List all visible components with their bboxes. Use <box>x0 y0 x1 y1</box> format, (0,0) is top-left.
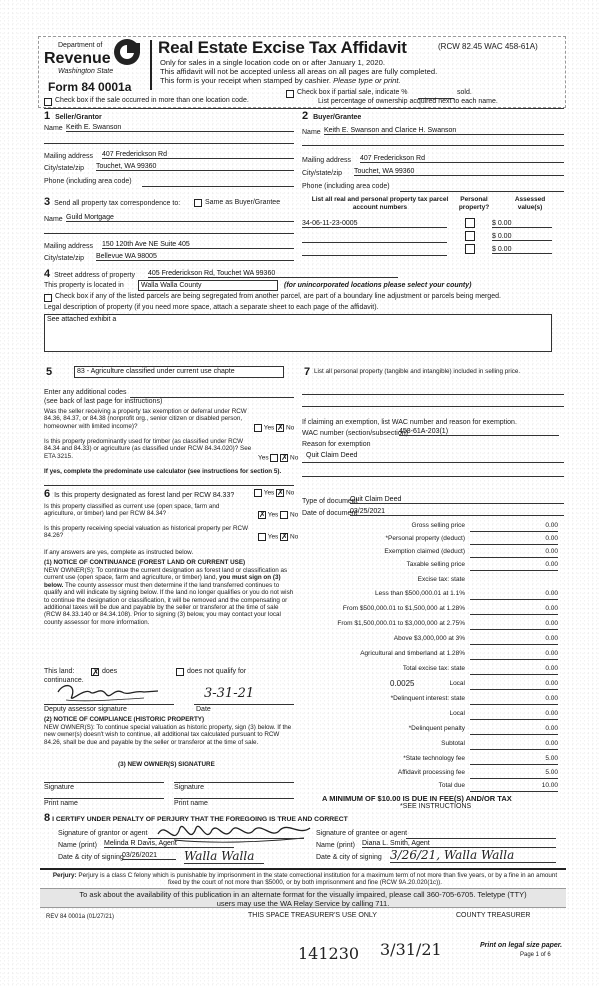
assessor-date-line <box>194 704 294 705</box>
does-not-label: does not qualify for <box>187 668 247 675</box>
parcel-value-1[interactable]: $ 0.00 <box>492 220 552 228</box>
fee-label-tier3: From $1,500,000.01 to $3,000,000 at 2.75% <box>337 620 465 627</box>
seller-name-line-2 <box>44 143 294 144</box>
new-owner-signatures <box>44 780 304 808</box>
grantor-name-field[interactable]: Melinda R Davis, Agent <box>104 840 234 848</box>
parcel-number-2[interactable] <box>302 233 447 243</box>
use-code-select[interactable]: 83 - Agriculture classified under current use chapte <box>74 366 284 378</box>
fee-row-interest-state <box>310 695 560 707</box>
seller-mailing-field[interactable]: 407 Frederickson Rd <box>102 151 294 159</box>
property-street-field[interactable]: 405 Frederickson Rd, Touchet WA 99360 <box>148 270 398 278</box>
s5-q2-yes-checkbox[interactable] <box>270 454 278 462</box>
section6 <box>44 488 302 778</box>
fee-label-tier1: Less than $500,000.01 at 1.1% <box>375 590 465 597</box>
s6-q1-options <box>254 489 294 497</box>
grantee-name-label: Name (print) <box>316 842 355 849</box>
s6-q3-yes-checkbox[interactable] <box>258 533 266 541</box>
header-bottom-rule <box>44 108 564 109</box>
same-as-buyer-checkbox[interactable] <box>194 199 202 207</box>
fee-label-tier4: Above $3,000,000 at 3% <box>393 635 465 642</box>
fee-value-personal[interactable]: 0.00 <box>470 535 558 545</box>
footer-top-rule <box>40 868 566 870</box>
s5-q2-options <box>258 454 298 462</box>
doc-date-row <box>302 508 564 520</box>
notice2-body: NEW OWNER(S): To continue special valuation as historic property, sign (3) below. If the new owner(s) doesn't wish to continue, all additional tax calculated pursuant to RCW 84.26, shall be due and payable by the seller or transferor at the time of sale. <box>44 724 292 746</box>
fee-label-gross: Gross selling price <box>411 522 465 529</box>
fee-row-penalty <box>310 725 560 737</box>
grantor-name-label: Name (print) <box>58 842 97 849</box>
fee-row-tech <box>310 755 560 767</box>
s6-q3-options <box>258 533 298 541</box>
seller-section <box>44 110 294 190</box>
header-divider <box>150 40 152 90</box>
s6-q2-options <box>258 511 298 519</box>
fee-row-subtotal <box>310 740 560 752</box>
legal-description-label: Legal description of property (if you need more space, attach a separate sheet to each page of the affidavit). <box>44 304 379 311</box>
dept-logo <box>114 39 140 65</box>
buyer-phone-label: Phone (including area code) <box>302 183 390 190</box>
buyer-city-label: City/state/zip <box>302 170 343 177</box>
fee-value-gross[interactable]: 0.00 <box>470 522 558 532</box>
new-owner-print-line-2 <box>174 798 294 799</box>
minimum-note: A MINIMUM OF $10.00 IS DUE IN FEE(S) AND/OR TAX <box>322 794 512 803</box>
fee-row-gross <box>310 522 560 534</box>
new-owner-print-line-1 <box>44 798 164 799</box>
fee-value-taxable[interactable]: 0.00 <box>470 561 558 571</box>
s5-q2-yes-label: Yes <box>258 454 269 462</box>
buyer-mailing-label: Mailing address <box>302 157 352 164</box>
property-section <box>44 268 564 358</box>
assessor-signature <box>54 678 164 706</box>
doc-date-label: Date of document <box>302 510 358 517</box>
s5-q2-no-label: No <box>290 454 299 462</box>
fee-row-taxable <box>310 561 560 573</box>
does-label: does <box>102 668 118 675</box>
note-2: This affidavit will not be accepted unless all areas on all pages are fully completed. <box>160 67 438 76</box>
fee-row-exemption <box>310 548 560 560</box>
s6-q1-yes-label: Yes <box>263 489 275 497</box>
seller-section-title: Seller/Grantor <box>55 114 102 121</box>
fee-value-tech[interactable]: 5.00 <box>470 755 558 765</box>
additional-codes-note: (see back of last page for instructions) <box>44 398 163 405</box>
new-owner-sig-line-2 <box>174 782 294 783</box>
fee-label-total-state: Total excise tax: state <box>402 665 465 672</box>
new-owner-sig-label-1: Signature <box>44 784 74 791</box>
legal-description-text: See attached exhibit a <box>47 316 117 323</box>
buyer-name-label: Name <box>302 129 321 136</box>
fee-value-total-state[interactable]: 0.00 <box>470 665 558 675</box>
fee-row-agri <box>310 650 560 662</box>
notice1-bold: you must sign on (3) below. <box>44 574 281 589</box>
fee-row-processing <box>310 769 560 781</box>
grantor-sig-label: Signature of grantor or agent <box>58 830 148 837</box>
segregated-label: Check box if any of the listed parcels are being segregated from another parcel, are part of a boundary line adjustment or parcels being merged. <box>55 293 501 300</box>
s6-question-1: Is this property designated as forest land per RCW 84.33? <box>54 492 235 499</box>
does-checkbox[interactable]: ✗ <box>92 667 100 677</box>
perjury-block <box>48 872 562 887</box>
property-county-select[interactable]: Walla Walla County <box>138 280 278 291</box>
fee-value-tier3[interactable]: 0.00 <box>470 620 558 630</box>
availability-text: To ask about the availability of this publication in an alternate format for the visually impaired, please call 360-705-6705. Teletype (TTY) users may use the WA Relay Service by calling 711. <box>79 890 527 908</box>
legal-paper-note: Print on legal size paper. <box>480 942 563 949</box>
reason-line-2 <box>302 476 564 477</box>
s7-line-2 <box>302 406 564 407</box>
multi-location-checkbox[interactable] <box>44 98 52 106</box>
s5-q2-note: If yes, complete the predominate use calculator (see instructions for section 5). <box>44 468 282 475</box>
fee-value-local[interactable]: 0.00 <box>470 680 558 690</box>
correspondence-name-field[interactable]: Guild Mortgage <box>66 214 294 222</box>
certify-statement: I CERTIFY UNDER PENALTY OF PERJURY THAT THE FOREGOING IS TRUE AND CORRECT <box>52 816 348 823</box>
rev-code: REV 84 0001a (01/27/21) <box>46 914 115 920</box>
correspondence-section <box>44 196 294 268</box>
section7 <box>302 366 564 506</box>
assessor-sig-label: Deputy assessor signature <box>44 706 127 713</box>
section6-num: 6 <box>44 488 51 500</box>
s6-q3-no-label: No <box>289 533 299 541</box>
fee-value-subtotal[interactable]: 0.00 <box>470 740 558 750</box>
s5-q1-no-checkbox[interactable]: ✗ <box>277 423 284 432</box>
correspondence-name-label: Name <box>44 216 63 223</box>
correspondence-mailing-field[interactable]: 150 120th Ave NE Suite 405 <box>102 241 294 249</box>
section5 <box>44 366 302 490</box>
new-owner-sig-title: (3) NEW OWNER(S) SIGNATURE <box>118 761 215 768</box>
same-as-buyer-label: Same as Buyer/Grantee <box>205 199 281 206</box>
fee-row-excise-header <box>310 576 560 588</box>
buyer-city-field[interactable]: Touchet, WA 99360 <box>354 168 564 176</box>
parcel-personal-checkbox-2[interactable] <box>465 231 475 241</box>
seller-phone-line <box>142 186 294 187</box>
correspondence-section-num: 3 <box>44 196 51 208</box>
partial-sale-label: Check box if partial sale, indicate % <box>297 89 408 96</box>
note-3-text: This form is your receipt when stamped by cashier. <box>160 76 331 85</box>
correspondence-heading <box>44 196 180 208</box>
assessor-date-label: Date <box>196 706 211 713</box>
grantor-date-label: Date & city of signing <box>58 854 124 861</box>
parcels-section <box>302 196 564 266</box>
grantee-date-label: Date & city of signing <box>316 854 382 861</box>
see-instructions: *SEE INSTRUCTIONS <box>400 803 472 810</box>
property-located-label: This property is located in <box>44 282 124 289</box>
partial-sale-suffix: sold. <box>457 89 472 96</box>
fee-label-interest-state: *Delinquent interest: state <box>390 695 465 702</box>
reason-label: Reason for exemption <box>302 441 371 448</box>
s6-q1-no-label: No <box>285 489 295 497</box>
fee-label-tech: *State technology fee <box>403 755 465 762</box>
s7-line-1 <box>302 394 564 395</box>
notice1-title: (1) NOTICE OF CONTINUANCE (FOREST LAND OR CURRENT USE) <box>44 559 246 566</box>
continuance-label: continuance. <box>44 677 84 684</box>
fee-row-local <box>310 680 560 692</box>
buyer-section <box>302 110 564 195</box>
segregated-checkbox[interactable] <box>44 294 52 302</box>
correspondence-mailing-label: Mailing address <box>44 243 94 250</box>
fee-label-tier2: From $500,000.01 to $1,500,000 at 1.28% <box>342 605 465 612</box>
reason-field[interactable]: Quit Claim Deed <box>306 452 358 459</box>
unincorporated-note: (for unincorporated locations please select your county) <box>284 282 472 289</box>
fee-value-tier1[interactable]: 0.00 <box>470 590 558 600</box>
parcel-number-1[interactable]: 34-06-11-23-0005 <box>302 220 447 228</box>
fee-label-exemption: Exemption claimed (deduct) <box>384 548 465 555</box>
fee-label-interest-local: Local <box>449 710 465 717</box>
buyer-phone-line <box>400 191 564 192</box>
buyer-name-line-2 <box>302 145 564 146</box>
property-street-row <box>44 268 135 280</box>
fee-row-tier4 <box>310 635 560 647</box>
perjury-text: Perjury is a class C felony which is punishable by imprisonment in the state correctional institution for a maximum term of not more than five years, or by a fine in an amount fixed by the court of not more than $5000, or by both imprisonment and fine (RCW 9A.20.020(1c)). <box>78 872 558 887</box>
s6-question-3: Is this property receiving special valuation as historical property per RCW 84.26? <box>44 525 249 540</box>
fee-value-interest-state[interactable]: 0.00 <box>470 695 558 705</box>
header <box>0 0 600 110</box>
notice1-body-b: The county assessor must then determine if the land transferred continues to qualify and will indicate by signing below. If the land no longer qualifies or you do not wish to continue the designation or classification, it will be removed and the compensating or additional taxes will be due and payable by the seller or transferor at the time of sale (RCW 84.33.140 or 84.34.108). Prior to signing (3) below, you may contact your local county assessor for more information. <box>44 581 294 626</box>
partial-sale-checkbox[interactable] <box>286 90 294 98</box>
notice1-body-a: NEW OWNER(S): To continue the current designation as forest land or classification as current use (open space, farm and agriculture, or timber) land, <box>44 567 288 582</box>
s6-q2-no-label: No <box>289 511 299 519</box>
s6-q1-row <box>44 488 234 500</box>
seller-city-label: City/state/zip <box>44 165 85 172</box>
fee-label-local: Local <box>449 680 465 687</box>
buyer-section-title: Buyer/Grantee <box>313 114 362 121</box>
fee-row-total-due <box>310 782 560 794</box>
s6-q1-yes-checkbox[interactable] <box>254 489 262 497</box>
s5-q2-no-checkbox[interactable]: ✗ <box>281 453 288 462</box>
s5-question-2: Is this property predominantly used for timber (as classified under RCW 84.34 and 84.33) or agriculture (as classified under RCW 84.34.020)? See ETA 3215. <box>44 438 252 460</box>
section5-bottom-line <box>44 485 294 486</box>
s6-q2-no-checkbox[interactable] <box>280 511 288 519</box>
section7-label: List all personal property (tangible and intangible) included in selling price. <box>314 368 521 375</box>
dept-state: Washington State <box>58 68 114 75</box>
section8-num: 8 <box>44 812 51 824</box>
parcel-number-3[interactable] <box>302 246 447 256</box>
fee-row-interest-local <box>310 710 560 722</box>
assessor-sig-line <box>44 704 174 705</box>
fee-row-personal <box>310 535 560 547</box>
perjury-title: Perjury: <box>52 872 77 879</box>
dept-name: Revenue <box>44 50 111 67</box>
form-number: Form 84 0001a <box>48 80 132 94</box>
fee-label-taxable: Taxable selling price <box>406 561 465 568</box>
wac-label: WAC number (section/subsection) <box>302 430 408 437</box>
legal-description-field[interactable] <box>44 314 552 352</box>
doc-type-label: Type of document <box>302 498 358 505</box>
fee-label-processing: Affidavit processing fee <box>397 769 465 776</box>
section5-num: 5 <box>46 366 53 378</box>
fee-value-agri[interactable]: 0.00 <box>470 650 558 660</box>
wac-field[interactable]: 458-61A-203(1) <box>399 428 559 436</box>
buyer-section-num: 2 <box>302 110 309 122</box>
grantee-name-field[interactable]: Diana L. Smith, Agent <box>362 840 556 848</box>
grantor-date-field[interactable]: 03/26/2021 <box>122 852 176 860</box>
s6-q1-no-checkbox[interactable]: ✗ <box>277 488 284 497</box>
correspondence-city-field[interactable]: Bellevue WA 98005 <box>96 253 294 261</box>
new-owner-sig-label-2: Signature <box>174 784 204 791</box>
seller-heading <box>44 110 102 122</box>
fee-value-total-due[interactable]: 10.00 <box>470 782 558 792</box>
this-land-label: This land: <box>44 668 75 675</box>
buyer-heading <box>302 110 361 122</box>
new-owner-sig-line-1 <box>44 782 164 783</box>
property-street-label: Street address of property <box>54 272 136 279</box>
note-3 <box>160 76 401 85</box>
section7-num: 7 <box>304 366 311 378</box>
doc-date-field[interactable]: 03/25/2021 <box>350 508 564 516</box>
s6-q2-yes-checkbox[interactable]: ✗ <box>259 510 266 519</box>
grantee-date-city-field[interactable]: 3/26/21, Walla Walla <box>390 848 556 863</box>
s5-q1-no-label: No <box>285 424 295 432</box>
seller-phone-label: Phone (including area code) <box>44 178 132 185</box>
correspondence-label: Send all property tax correspondence to: <box>54 200 181 207</box>
fee-row-tier1 <box>310 590 560 602</box>
availability-banner <box>40 888 566 908</box>
parcels-header-list: List all real and personal property tax parcel account numbers <box>311 196 449 211</box>
grantee-sig-label: Signature of grantee or agent <box>316 830 408 837</box>
notice1-body <box>44 567 296 626</box>
fee-row-total-state <box>310 665 560 677</box>
seller-city-field[interactable]: Touchet, WA 99360 <box>96 163 294 171</box>
note-3-italic: Please type or print. <box>333 76 401 85</box>
receipt-date: 3/31/21 <box>380 940 442 959</box>
form-citation: (RCW 82.45 WAC 458-61A) <box>438 42 538 51</box>
note-1: Only for sales in a single location code on or after January 1, 2020. <box>160 58 385 67</box>
correspondence-city-label: City/state/zip <box>44 255 85 262</box>
fee-value-processing[interactable]: 5.00 <box>470 769 558 779</box>
fee-value-tier2[interactable]: 0.00 <box>470 605 558 615</box>
fee-value-tier4[interactable]: 0.00 <box>470 635 558 645</box>
s5-q1-yes-label: Yes <box>263 424 275 432</box>
seller-name-label: Name <box>44 125 63 132</box>
s5-q1-yes-checkbox[interactable] <box>254 424 262 432</box>
seller-mailing-label: Mailing address <box>44 153 94 160</box>
reason-line <box>302 462 564 463</box>
new-owner-print-label-2: Print name <box>174 800 208 807</box>
grantee-sig-line <box>406 838 556 839</box>
does-not-checkbox[interactable] <box>176 668 184 676</box>
grantor-city-field[interactable]: Walla Walla <box>184 849 264 864</box>
exemption-note: If claiming an exemption, list WAC number and reason for exemption. <box>302 419 517 426</box>
grantor-sig-line <box>148 838 304 839</box>
parcels-header-personal: Personal property? <box>458 196 490 211</box>
s5-q1-options <box>254 424 294 432</box>
fee-label-total-due: Total due <box>438 782 465 789</box>
notice2-title: (2) NOTICE OF COMPLIANCE (HISTORIC PROPERTY) <box>44 716 205 723</box>
correspondence-line-2 <box>44 233 294 234</box>
page-number: Page 1 of 6 <box>520 952 551 958</box>
parcel-personal-checkbox-1[interactable] <box>465 218 475 228</box>
section8 <box>44 812 564 868</box>
additional-codes-label: Enter any additional codes <box>44 389 127 396</box>
s6-q3-no-checkbox[interactable]: ✗ <box>281 532 288 541</box>
fee-row-tier2 <box>310 605 560 617</box>
assessor-date[interactable]: 3-31-21 <box>204 686 255 701</box>
parcels-header-assessed: Assessed value(s) <box>514 196 546 211</box>
fee-value-interest-local[interactable]: 0.00 <box>470 710 558 720</box>
fee-label-personal: *Personal property (deduct) <box>385 535 465 542</box>
treasurer-only: THIS SPACE TREASURER'S USE ONLY <box>248 912 377 919</box>
fee-label-subtotal: Subtotal <box>441 740 465 747</box>
fee-value-exemption[interactable]: 0.00 <box>470 548 558 558</box>
ownership-note: List percentage of ownership acquired next to each name. <box>318 98 498 105</box>
new-owner-print-label-1: Print name <box>44 800 78 807</box>
parcel-personal-checkbox-3[interactable] <box>465 244 475 254</box>
fee-local-rate: 0.0025 <box>390 679 415 688</box>
buyer-mailing-field[interactable]: 407 Frederickson Rd <box>360 155 564 163</box>
s5-question-1: Was the seller receiving a property tax exemption or deferral under RCW 84.36, 84.37, or 84.38 (nonprofit org., senior citizen or disabled person, homeowner with limited income)? <box>44 408 247 430</box>
s6-q2-yes-label: Yes <box>267 511 279 519</box>
fee-label-penalty: *Delinquent penalty <box>408 725 465 732</box>
fee-row-tier3 <box>310 620 560 632</box>
doc-type-field[interactable]: Quit Claim Deed <box>350 496 564 504</box>
receipt-number: 141230 <box>298 944 360 963</box>
seller-name-field[interactable]: Keith E. Swanson <box>66 124 294 132</box>
county-treasurer: COUNTY TREASURER <box>456 912 531 919</box>
fee-label-agri: Agricultural and timberland at 1.28% <box>360 650 465 657</box>
multi-location-label: Check box if the sale occurred in more than one location code. <box>55 97 249 104</box>
buyer-name-field[interactable]: Keith E. Swanson and Clarice H. Swanson <box>324 127 564 135</box>
s6-instr: If any answers are yes, complete as instructed below. <box>44 549 194 556</box>
dept-line1: Department of <box>58 42 103 49</box>
s6-q3-yes-label: Yes <box>267 533 279 541</box>
form-title: Real Estate Excise Tax Affidavit <box>158 38 407 57</box>
parcel-value-2[interactable]: $ 0.00 <box>492 233 552 241</box>
fee-value-penalty[interactable]: 0.00 <box>470 725 558 735</box>
parcel-value-3[interactable]: $ 0.00 <box>492 246 552 254</box>
fee-label-excise-state: Excise tax: state <box>417 576 465 583</box>
property-section-num: 4 <box>44 268 51 280</box>
s6-question-2: Is this property classified as current use (open space, farm and agriculture, or timber) land per RCW 84.34? <box>44 503 220 518</box>
seller-section-num: 1 <box>44 110 51 122</box>
